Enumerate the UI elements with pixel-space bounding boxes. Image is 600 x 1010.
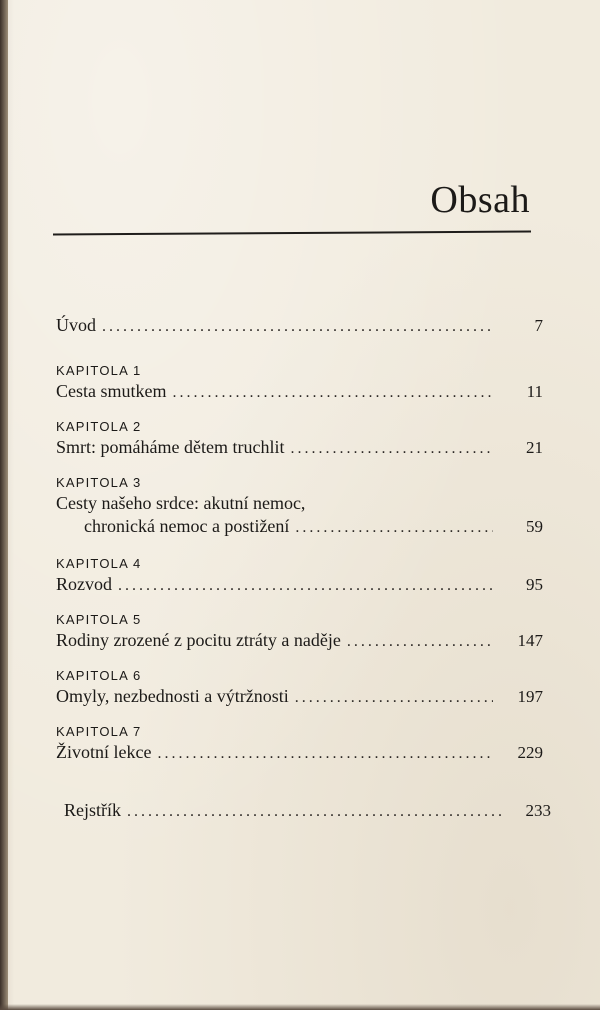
toc-page-number: 59 bbox=[526, 517, 543, 536]
chapter-label: KAPITOLA 2 bbox=[56, 419, 142, 434]
toc-page-number: 95 bbox=[526, 575, 543, 594]
chapter-label: KAPITOLA 1 bbox=[56, 363, 142, 378]
toc-entry-chapter-7 bbox=[56, 723, 543, 765]
toc-entry-chapter-2 bbox=[56, 418, 543, 460]
toc-entry-title: Úvod bbox=[56, 315, 96, 335]
toc-entry-title: Omyly, nezbednosti a výtržnosti bbox=[56, 686, 289, 706]
toc-page-number: 147 bbox=[517, 631, 543, 650]
toc-page-number: 197 bbox=[517, 687, 543, 706]
toc-entry-index bbox=[64, 799, 551, 823]
leader-dots bbox=[102, 315, 493, 338]
table-of-contents bbox=[56, 300, 551, 823]
leader-dots bbox=[347, 630, 493, 653]
chapter-label: KAPITOLA 3 bbox=[56, 475, 142, 490]
chapter-label: KAPITOLA 5 bbox=[56, 612, 142, 627]
page-bottom-edge bbox=[0, 1004, 600, 1010]
page-spine-edge bbox=[0, 0, 8, 1010]
leader-dots bbox=[157, 742, 493, 765]
toc-entry-title: Rodiny zrozené z pocitu ztráty a naděje bbox=[56, 630, 341, 650]
toc-entry-chapter-5 bbox=[56, 611, 543, 653]
toc-entry-chapter-1 bbox=[56, 362, 543, 404]
toc-page-number: 229 bbox=[517, 743, 543, 762]
page-title: Obsah bbox=[430, 179, 530, 221]
toc-entry-title: Cesta smutkem bbox=[56, 381, 167, 401]
toc-page-number: 7 bbox=[534, 316, 543, 335]
leader-dots bbox=[295, 686, 493, 709]
leader-dots bbox=[118, 574, 493, 597]
toc-page-number: 21 bbox=[526, 438, 543, 457]
title-rule bbox=[53, 231, 531, 236]
toc-page-number: 233 bbox=[525, 801, 551, 820]
leader-dots bbox=[173, 381, 494, 404]
toc-entry-chapter-3 bbox=[56, 474, 543, 539]
toc-entry-title: Smrt: pomáháme dětem truchlit bbox=[56, 437, 285, 457]
leader-dots bbox=[295, 516, 493, 539]
chapter-label: KAPITOLA 6 bbox=[56, 668, 142, 683]
toc-entry-chapter-4 bbox=[56, 555, 543, 597]
chapter-label: KAPITOLA 7 bbox=[56, 724, 142, 739]
toc-entry-title: chronická nemoc a postižení bbox=[84, 516, 290, 536]
toc-entry-title: Životní lekce bbox=[56, 742, 152, 762]
toc-entry-intro bbox=[56, 314, 543, 338]
chapter-label: KAPITOLA 4 bbox=[56, 556, 142, 571]
toc-entry-title: Rozvod bbox=[56, 574, 112, 594]
toc-entry-title: Rejstřík bbox=[64, 800, 121, 820]
toc-entry-chapter-6 bbox=[56, 667, 543, 709]
toc-entry-title-line: Cesty našeho srdce: akutní nemoc, bbox=[56, 493, 306, 513]
leader-dots bbox=[127, 800, 501, 823]
toc-page-number: 11 bbox=[526, 382, 543, 401]
leader-dots bbox=[290, 437, 493, 460]
